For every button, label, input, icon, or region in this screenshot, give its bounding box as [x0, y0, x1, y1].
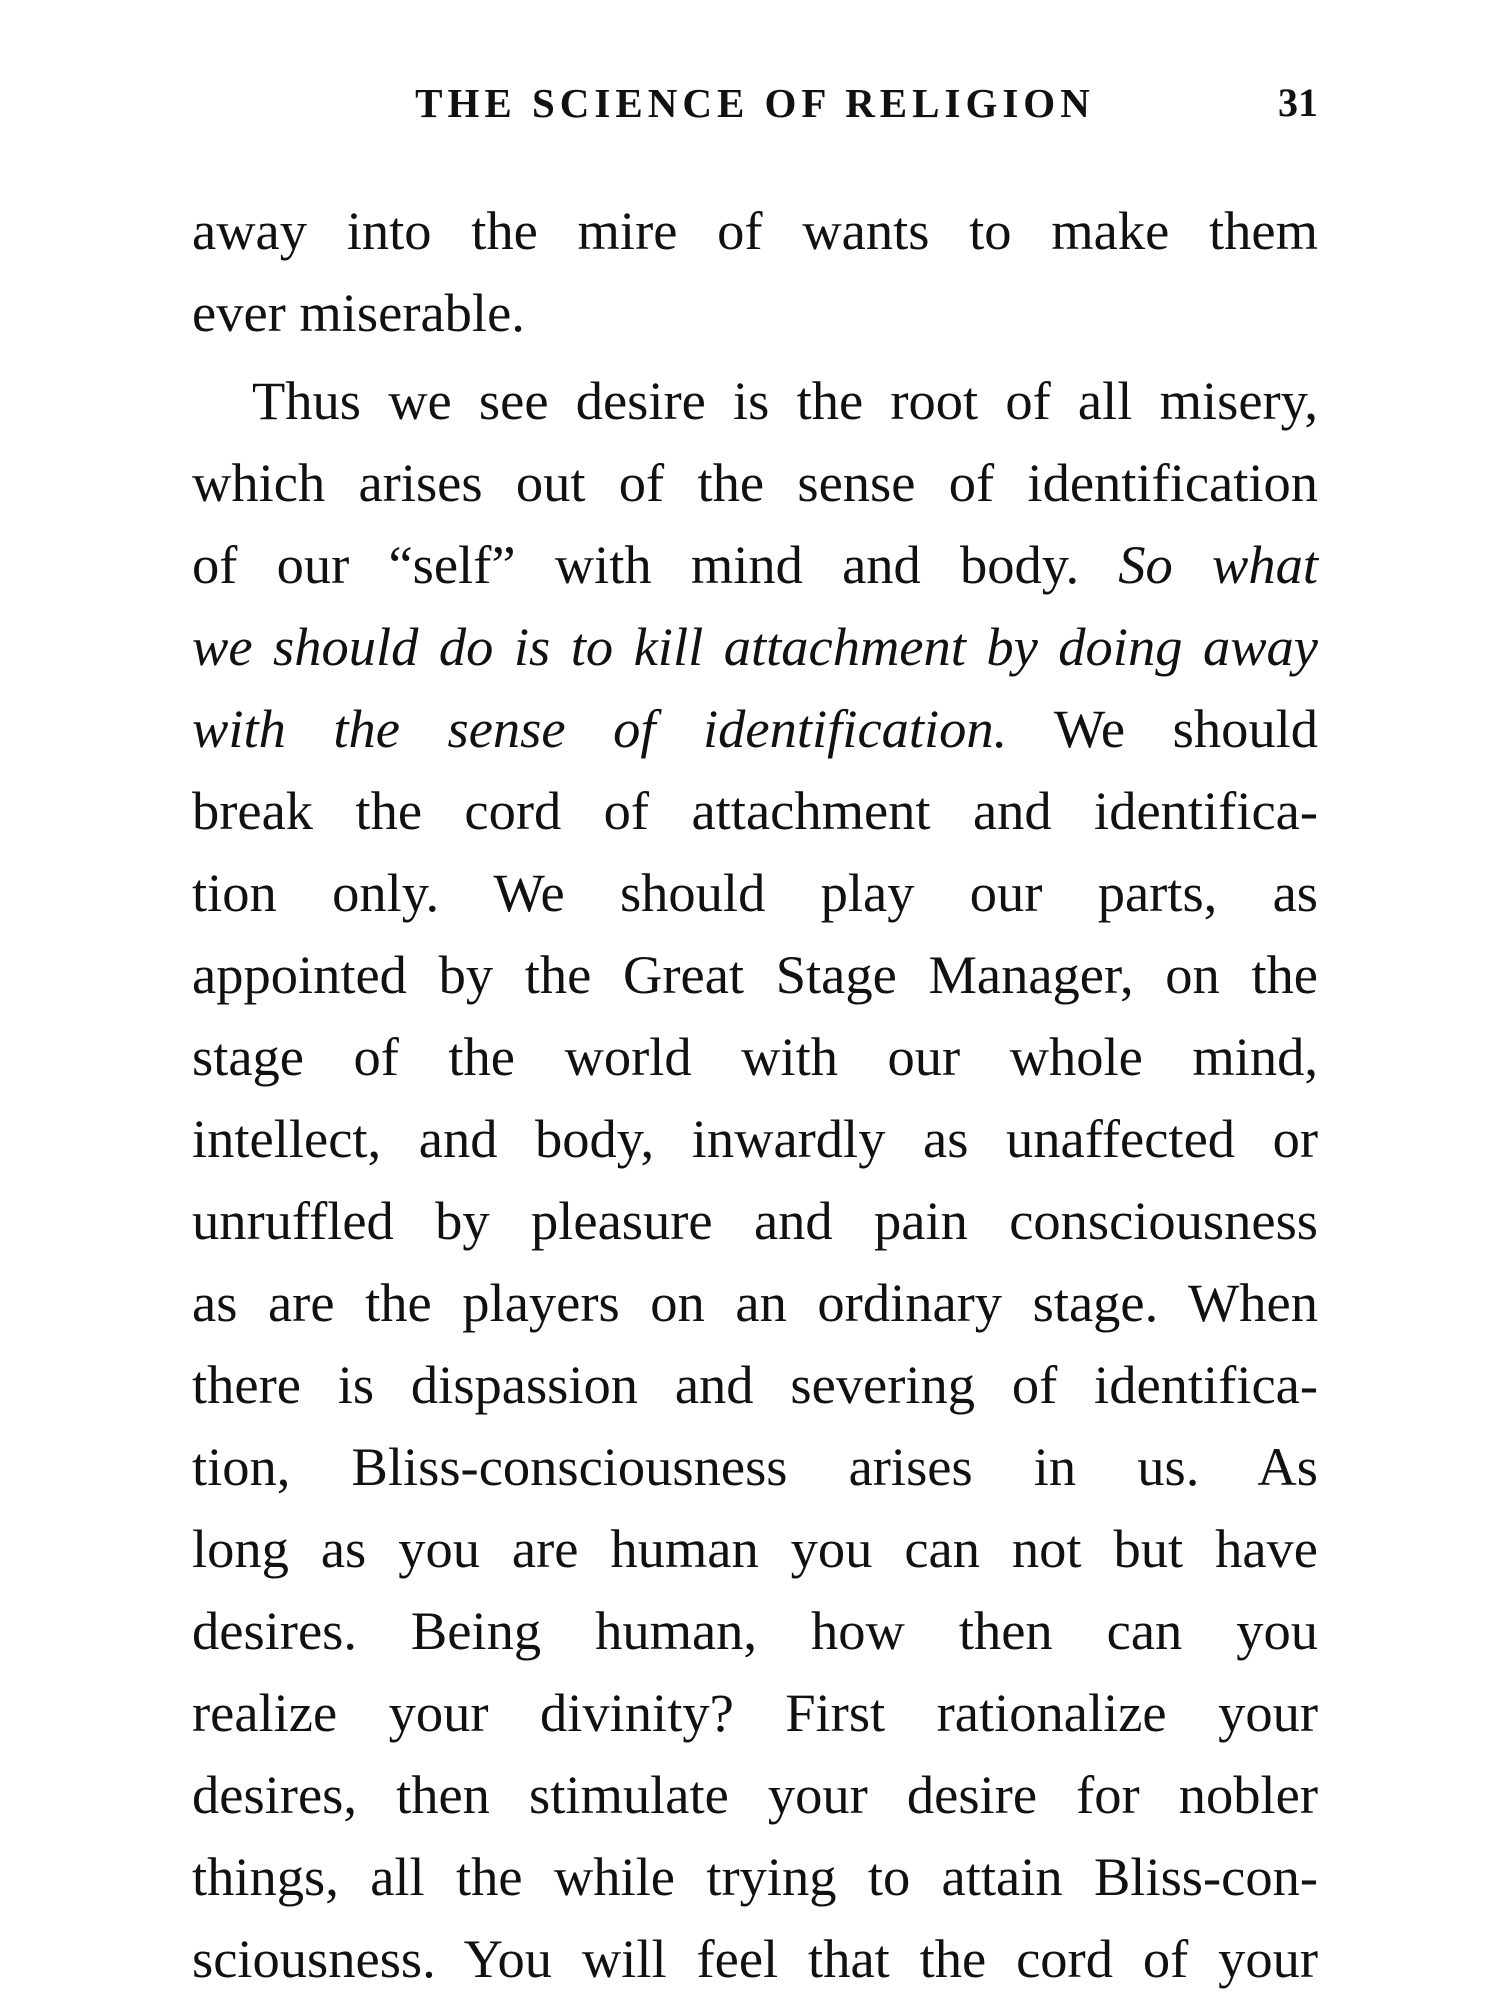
body-text: [192, 190, 1318, 2000]
italic-text-segment: So what: [1118, 534, 1318, 595]
text-line: [192, 360, 1318, 442]
text-segment: We should: [1007, 698, 1318, 759]
text-line: [192, 852, 1318, 934]
text-line: [192, 1590, 1318, 1672]
text-line: [192, 1426, 1318, 1508]
text-segment: things, all the while trying to attain Bliss-con-: [192, 1846, 1318, 1907]
text-segment: tion, Bliss-consciousness arises in us. As: [192, 1436, 1318, 1497]
text-line: [192, 770, 1318, 852]
text-line: [192, 688, 1318, 770]
text-line: [192, 606, 1318, 688]
text-segment: of our “self” with mind and body.: [192, 534, 1119, 595]
text-segment: stage of the world with our whole mind,: [192, 1026, 1318, 1087]
text-line: [192, 1754, 1318, 1836]
text-segment: tion only. We should play our parts, as: [192, 862, 1318, 923]
text-line: [192, 442, 1318, 524]
page-number: 31: [1278, 80, 1318, 125]
text-segment: Thus we see desire is the root of all misery,: [252, 370, 1318, 431]
text-line: [192, 1016, 1318, 1098]
text-line: [192, 524, 1318, 606]
running-title: THE SCIENCE OF RELIGION: [415, 80, 1095, 126]
italic-text-segment: with the sense of identification.: [192, 698, 1008, 759]
text-line: [192, 190, 1318, 272]
text-segment: sciousness. You will feel that the cord of your: [192, 1928, 1318, 1989]
text-line: [192, 1262, 1318, 1344]
text-segment: intellect, and body, inwardly as unaffected or: [192, 1108, 1318, 1169]
text-line: [192, 1918, 1318, 2000]
text-segment: away into the mire of wants to make them: [192, 200, 1318, 261]
text-segment: desires, then stimulate your desire for nobler: [192, 1764, 1318, 1825]
text-line: [192, 1672, 1318, 1754]
text-segment: unruffled by pleasure and pain consciousness: [192, 1190, 1318, 1251]
text-line: [192, 1180, 1318, 1262]
text-segment: there is dispassion and severing of identifica-: [192, 1354, 1318, 1415]
text-segment: which arises out of the sense of identification: [192, 452, 1318, 513]
text-line: [192, 272, 1318, 354]
text-segment: realize your divinity? First rationalize your: [192, 1682, 1318, 1743]
text-line: [192, 1098, 1318, 1180]
text-segment: long as you are human you can not but have: [192, 1518, 1318, 1579]
running-header: [192, 78, 1318, 128]
text-line: [192, 1836, 1318, 1918]
text-line: [192, 1344, 1318, 1426]
text-segment: desires. Being human, how then can you: [192, 1600, 1318, 1661]
text-segment: break the cord of attachment and identifica-: [192, 780, 1318, 841]
text-line: [192, 934, 1318, 1016]
text-segment: as are the players on an ordinary stage. When: [192, 1272, 1318, 1333]
text-segment: appointed by the Great Stage Manager, on the: [192, 944, 1318, 1005]
text-line: [192, 1508, 1318, 1590]
text-segment: ever miserable.: [192, 282, 525, 343]
italic-text-segment: we should do is to kill attachment by doing away: [192, 616, 1318, 677]
